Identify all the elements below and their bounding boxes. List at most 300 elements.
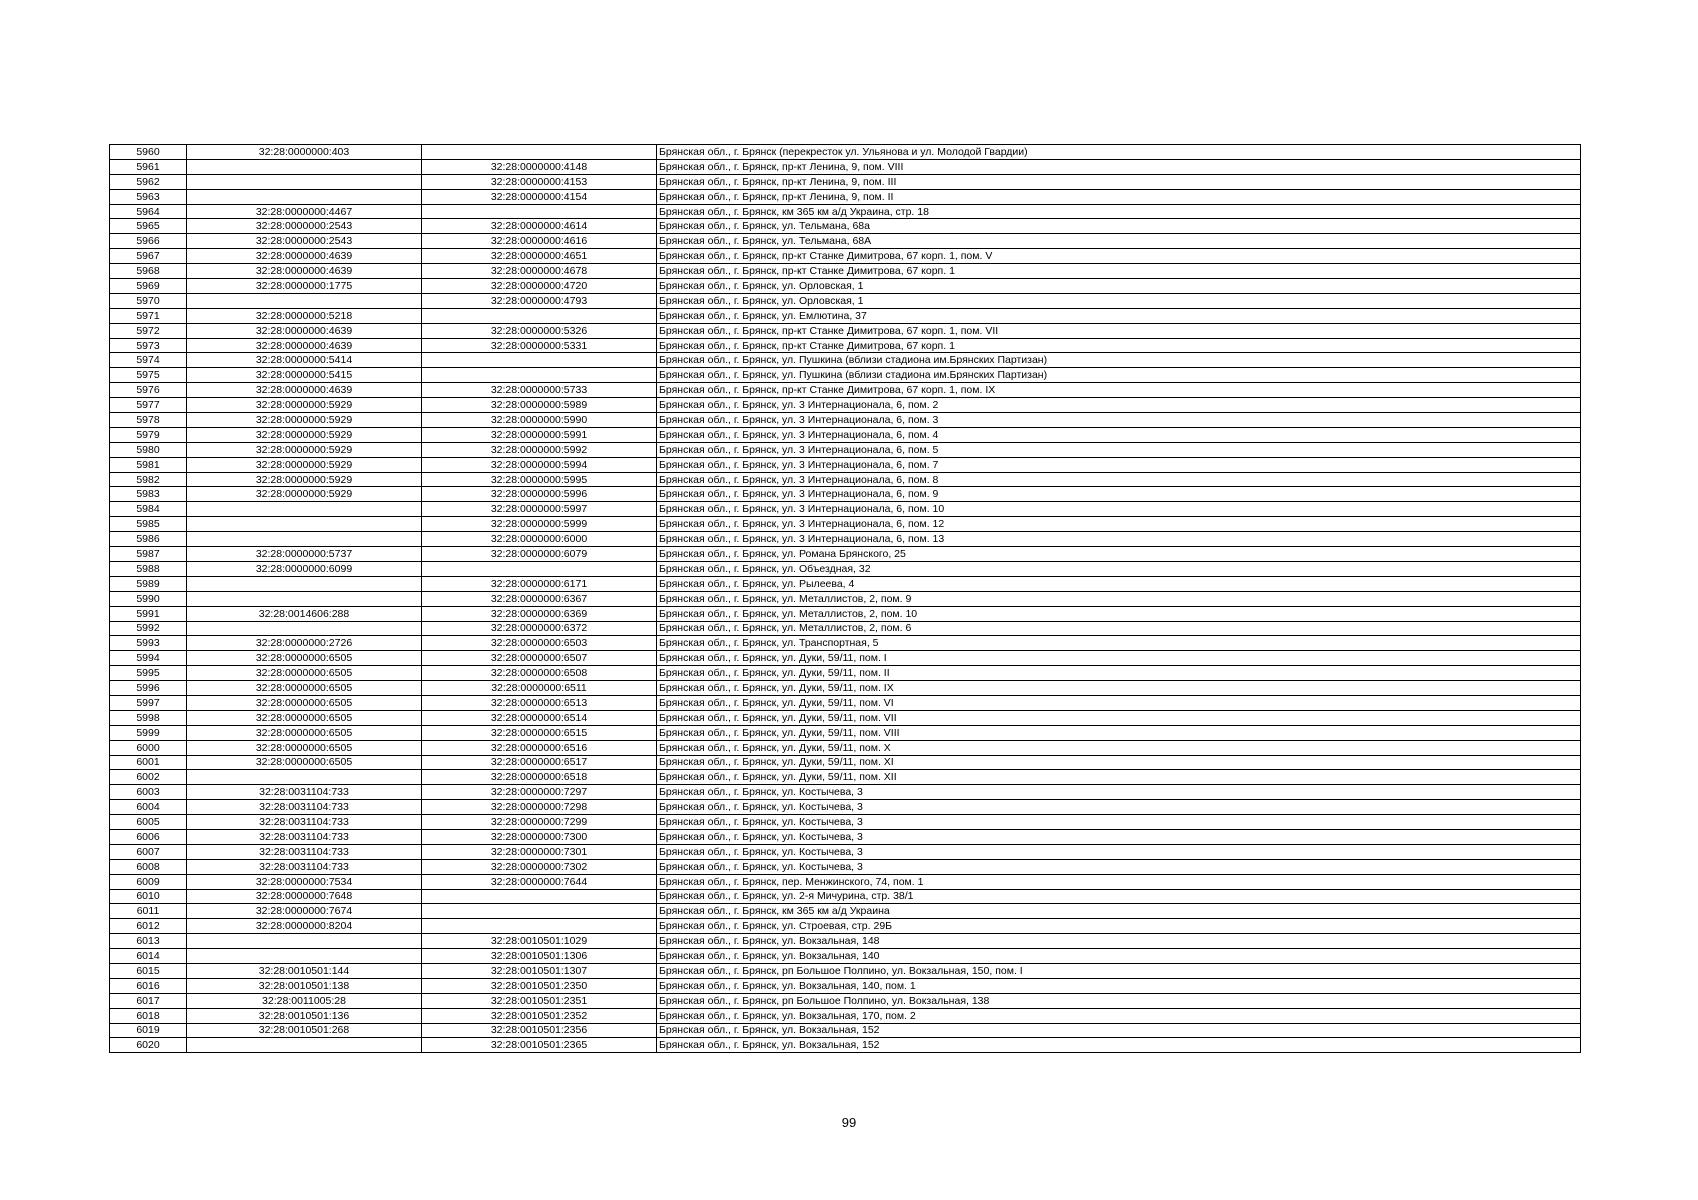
row-number-cell: 6003 xyxy=(110,785,187,800)
cadastral-number-cell: 32:28:0000000:4154 xyxy=(422,189,657,204)
cadastral-number-cell: 32:28:0000000:4720 xyxy=(422,279,657,294)
cadastral-number-cell xyxy=(422,204,657,219)
parent-cadastral-cell: 32:28:0010501:268 xyxy=(187,1023,422,1038)
row-number-cell: 5987 xyxy=(110,547,187,562)
address-cell: Брянская обл., г. Брянск, ул. Костычева, 3 xyxy=(657,785,1581,800)
address-cell: Брянская обл., г. Брянск, ул. Вокзальная, 140, пом. 1 xyxy=(657,978,1581,993)
cadastral-number-cell: 32:28:0000000:7301 xyxy=(422,844,657,859)
cadastral-number-cell: 32:28:0000000:5996 xyxy=(422,487,657,502)
cadastral-number-cell xyxy=(422,889,657,904)
cadastral-number-cell xyxy=(422,308,657,323)
address-cell: Брянская обл., г. Брянск, пр-кт Ленина, 9, пом. III xyxy=(657,174,1581,189)
row-number-cell: 5970 xyxy=(110,293,187,308)
cadastral-number-cell: 32:28:0000000:6518 xyxy=(422,770,657,785)
cadastral-number-cell xyxy=(422,353,657,368)
row-number-cell: 6011 xyxy=(110,904,187,919)
row-number-cell: 6004 xyxy=(110,800,187,815)
address-cell: Брянская обл., г. Брянск, ул. 3 Интернационала, 6, пом. 10 xyxy=(657,502,1581,517)
table-row xyxy=(110,532,1581,547)
address-cell: Брянская обл., г. Брянск, пр-кт Ленина, 9, пом. VIII xyxy=(657,159,1581,174)
parent-cadastral-cell xyxy=(187,621,422,636)
parent-cadastral-cell: 32:28:0000000:4639 xyxy=(187,323,422,338)
row-number-cell: 5981 xyxy=(110,457,187,472)
row-number-cell: 6017 xyxy=(110,993,187,1008)
address-cell: Брянская обл., г. Брянск, ул. 3 Интернационала, 6, пом. 4 xyxy=(657,427,1581,442)
parent-cadastral-cell: 32:28:0000000:6505 xyxy=(187,725,422,740)
address-cell: Брянская обл., г. Брянск, ул. Тельмана, 68А xyxy=(657,234,1581,249)
cadastral-number-cell: 32:28:0000000:7299 xyxy=(422,815,657,830)
table-row xyxy=(110,323,1581,338)
cadastral-number-cell: 32:28:0000000:6515 xyxy=(422,725,657,740)
table-row xyxy=(110,695,1581,710)
table-row xyxy=(110,993,1581,1008)
cadastral-number-cell: 32:28:0000000:6517 xyxy=(422,755,657,770)
row-number-cell: 5963 xyxy=(110,189,187,204)
parent-cadastral-cell: 32:28:0000000:5929 xyxy=(187,472,422,487)
address-cell: Брянская обл., г. Брянск, ул. Рылеева, 4 xyxy=(657,576,1581,591)
address-cell: Брянская обл., г. Брянск, пр-кт Станке Димитрова, 67 корп. 1, пом. V xyxy=(657,249,1581,264)
parent-cadastral-cell: 32:28:0000000:6505 xyxy=(187,740,422,755)
address-cell: Брянская обл., г. Брянск, ул. Дуки, 59/11, пом. IX xyxy=(657,681,1581,696)
row-number-cell: 5975 xyxy=(110,368,187,383)
table-row xyxy=(110,383,1581,398)
address-cell: Брянская обл., г. Брянск, ул. Вокзальная, 148 xyxy=(657,934,1581,949)
row-number-cell: 5995 xyxy=(110,666,187,681)
cadastral-number-cell: 32:28:0000000:6171 xyxy=(422,576,657,591)
address-cell: Брянская обл., г. Брянск, ул. 3 Интернационала, 6, пом. 3 xyxy=(657,413,1581,428)
parent-cadastral-cell: 32:28:0000000:2726 xyxy=(187,636,422,651)
table-row xyxy=(110,934,1581,949)
table-row xyxy=(110,844,1581,859)
address-cell: Брянская обл., г. Брянск, ул. Вокзальная, 152 xyxy=(657,1023,1581,1038)
table-row xyxy=(110,368,1581,383)
cadastral-number-cell xyxy=(422,561,657,576)
address-cell: Брянская обл., г. Брянск, ул. Вокзальная, 152 xyxy=(657,1038,1581,1053)
parent-cadastral-cell xyxy=(187,591,422,606)
table-row xyxy=(110,725,1581,740)
cadastral-number-cell: 32:28:0000000:6508 xyxy=(422,666,657,681)
row-number-cell: 5982 xyxy=(110,472,187,487)
parent-cadastral-cell xyxy=(187,949,422,964)
parent-cadastral-cell: 32:28:0010501:144 xyxy=(187,963,422,978)
row-number-cell: 5966 xyxy=(110,234,187,249)
table-row xyxy=(110,1008,1581,1023)
table-row xyxy=(110,547,1581,562)
cadastral-number-cell xyxy=(422,145,657,160)
row-number-cell: 5980 xyxy=(110,442,187,457)
row-number-cell: 5968 xyxy=(110,264,187,279)
registry-table xyxy=(109,144,1581,1053)
address-cell: Брянская обл., г. Брянск, км 365 км а/д Украина xyxy=(657,904,1581,919)
parent-cadastral-cell: 32:28:0000000:5414 xyxy=(187,353,422,368)
table-row xyxy=(110,710,1581,725)
table-row xyxy=(110,800,1581,815)
table-row xyxy=(110,413,1581,428)
parent-cadastral-cell: 32:28:0000000:5929 xyxy=(187,487,422,502)
row-number-cell: 6007 xyxy=(110,844,187,859)
table-row xyxy=(110,576,1581,591)
row-number-cell: 6000 xyxy=(110,740,187,755)
parent-cadastral-cell: 32:28:0031104:733 xyxy=(187,829,422,844)
address-cell: Брянская обл., г. Брянск, ул. Дуки, 59/11, пом. XI xyxy=(657,755,1581,770)
address-cell: Брянская обл., г. Брянск, ул. 3 Интернационала, 6, пом. 12 xyxy=(657,517,1581,532)
table-row xyxy=(110,308,1581,323)
cadastral-number-cell: 32:28:0000000:6514 xyxy=(422,710,657,725)
row-number-cell: 6019 xyxy=(110,1023,187,1038)
parent-cadastral-cell xyxy=(187,770,422,785)
parent-cadastral-cell: 32:28:0031104:733 xyxy=(187,815,422,830)
address-cell: Брянская обл., г. Брянск, ул. Костычева, 3 xyxy=(657,859,1581,874)
table-row xyxy=(110,621,1581,636)
parent-cadastral-cell: 32:28:0000000:403 xyxy=(187,145,422,160)
parent-cadastral-cell: 32:28:0000000:6505 xyxy=(187,651,422,666)
cadastral-number-cell: 32:28:0000000:5991 xyxy=(422,427,657,442)
cadastral-number-cell: 32:28:0000000:5326 xyxy=(422,323,657,338)
address-cell: Брянская обл., г. Брянск, ул. Тельмана, 68а xyxy=(657,219,1581,234)
row-number-cell: 5997 xyxy=(110,695,187,710)
table-row xyxy=(110,889,1581,904)
row-number-cell: 6020 xyxy=(110,1038,187,1053)
table-row xyxy=(110,815,1581,830)
parent-cadastral-cell: 32:28:0010501:136 xyxy=(187,1008,422,1023)
parent-cadastral-cell xyxy=(187,293,422,308)
address-cell: Брянская обл., г. Брянск, ул. Транспортная, 5 xyxy=(657,636,1581,651)
table-row xyxy=(110,636,1581,651)
parent-cadastral-cell: 32:28:0000000:5929 xyxy=(187,427,422,442)
cadastral-number-cell: 32:28:0000000:6079 xyxy=(422,547,657,562)
parent-cadastral-cell: 32:28:0000000:6505 xyxy=(187,755,422,770)
registry-table-body xyxy=(110,145,1581,1053)
row-number-cell: 5972 xyxy=(110,323,187,338)
address-cell: Брянская обл., г. Брянск, ул. Орловская, 1 xyxy=(657,293,1581,308)
address-cell: Брянская обл., г. Брянск, рп Большое Полпино, ул. Вокзальная, 150, пом. I xyxy=(657,963,1581,978)
parent-cadastral-cell: 32:28:0000000:4639 xyxy=(187,264,422,279)
parent-cadastral-cell xyxy=(187,1038,422,1053)
address-cell: Брянская обл., г. Брянск, км 365 км а/д Украина, стр. 18 xyxy=(657,204,1581,219)
table-row xyxy=(110,919,1581,934)
address-cell: Брянская обл., г. Брянск, ул. Дуки, 59/11, пом. XII xyxy=(657,770,1581,785)
row-number-cell: 5974 xyxy=(110,353,187,368)
cadastral-number-cell: 32:28:0010501:1029 xyxy=(422,934,657,949)
row-number-cell: 6016 xyxy=(110,978,187,993)
cadastral-number-cell: 32:28:0000000:4148 xyxy=(422,159,657,174)
table-row xyxy=(110,353,1581,368)
row-number-cell: 5984 xyxy=(110,502,187,517)
parent-cadastral-cell xyxy=(187,576,422,591)
row-number-cell: 6002 xyxy=(110,770,187,785)
address-cell: Брянская обл., г. Брянск, ул. Дуки, 59/11, пом. X xyxy=(657,740,1581,755)
address-cell: Брянская обл., г. Брянск, ул. Романа Брянского, 25 xyxy=(657,547,1581,562)
cadastral-number-cell: 32:28:0000000:6507 xyxy=(422,651,657,666)
address-cell: Брянская обл., г. Брянск, пр-кт Станке Димитрова, 67 корп. 1 xyxy=(657,264,1581,279)
parent-cadastral-cell: 32:28:0011005:28 xyxy=(187,993,422,1008)
row-number-cell: 5971 xyxy=(110,308,187,323)
address-cell: Брянская обл., г. Брянск, ул. Вокзальная, 170, пом. 2 xyxy=(657,1008,1581,1023)
table-row xyxy=(110,904,1581,919)
cadastral-number-cell: 32:28:0000000:7302 xyxy=(422,859,657,874)
cadastral-number-cell: 32:28:0000000:5990 xyxy=(422,413,657,428)
address-cell: Брянская обл., г. Брянск, пр-кт Станке Димитрова, 67 корп. 1, пом. VII xyxy=(657,323,1581,338)
parent-cadastral-cell: 32:28:0000000:5929 xyxy=(187,442,422,457)
address-cell: Брянская обл., г. Брянск, рп Большое Полпино, ул. Вокзальная, 138 xyxy=(657,993,1581,1008)
table-row xyxy=(110,174,1581,189)
table-row xyxy=(110,591,1581,606)
table-row xyxy=(110,234,1581,249)
cadastral-number-cell: 32:28:0000000:4616 xyxy=(422,234,657,249)
row-number-cell: 6015 xyxy=(110,963,187,978)
parent-cadastral-cell xyxy=(187,189,422,204)
cadastral-number-cell: 32:28:0000000:7300 xyxy=(422,829,657,844)
cadastral-number-cell: 32:28:0010501:2356 xyxy=(422,1023,657,1038)
address-cell: Брянская обл., г. Брянск, пр-кт Станке Димитрова, 67 корп. 1, пом. IX xyxy=(657,383,1581,398)
table-row xyxy=(110,859,1581,874)
cadastral-number-cell: 32:28:0000000:7298 xyxy=(422,800,657,815)
parent-cadastral-cell: 32:28:0000000:7648 xyxy=(187,889,422,904)
cadastral-number-cell: 32:28:0000000:5999 xyxy=(422,517,657,532)
table-row xyxy=(110,204,1581,219)
table-row xyxy=(110,442,1581,457)
table-row xyxy=(110,740,1581,755)
parent-cadastral-cell: 32:28:0000000:1775 xyxy=(187,279,422,294)
page-number: 99 xyxy=(841,1115,857,1130)
row-number-cell: 5999 xyxy=(110,725,187,740)
address-cell: Брянская обл., г. Брянск, ул. 3 Интернационала, 6, пом. 13 xyxy=(657,532,1581,547)
table-row xyxy=(110,427,1581,442)
parent-cadastral-cell: 32:28:0000000:4639 xyxy=(187,249,422,264)
address-cell: Брянская обл., г. Брянск, ул. 3 Интернационала, 6, пом. 2 xyxy=(657,398,1581,413)
row-number-cell: 6005 xyxy=(110,815,187,830)
table-row xyxy=(110,785,1581,800)
row-number-cell: 5983 xyxy=(110,487,187,502)
cadastral-number-cell: 32:28:0010501:2352 xyxy=(422,1008,657,1023)
address-cell: Брянская обл., г. Брянск, ул. Дуки, 59/11, пом. VIII xyxy=(657,725,1581,740)
table-row xyxy=(110,145,1581,160)
parent-cadastral-cell: 32:28:0000000:6505 xyxy=(187,681,422,696)
cadastral-number-cell: 32:28:0000000:6503 xyxy=(422,636,657,651)
parent-cadastral-cell: 32:28:0000000:6505 xyxy=(187,695,422,710)
address-cell: Брянская обл., г. Брянск, ул. Вокзальная, 140 xyxy=(657,949,1581,964)
cadastral-number-cell: 32:28:0000000:5997 xyxy=(422,502,657,517)
table-row xyxy=(110,978,1581,993)
address-cell: Брянская обл., г. Брянск, ул. Строевая, стр. 29Б xyxy=(657,919,1581,934)
row-number-cell: 5986 xyxy=(110,532,187,547)
parent-cadastral-cell: 32:28:0031104:733 xyxy=(187,844,422,859)
row-number-cell: 6006 xyxy=(110,829,187,844)
table-row xyxy=(110,651,1581,666)
cadastral-number-cell: 32:28:0000000:6516 xyxy=(422,740,657,755)
row-number-cell: 5998 xyxy=(110,710,187,725)
address-cell: Брянская обл., г. Брянск, ул. Объездная, 32 xyxy=(657,561,1581,576)
table-row xyxy=(110,279,1581,294)
cadastral-number-cell: 32:28:0000000:4651 xyxy=(422,249,657,264)
row-number-cell: 5979 xyxy=(110,427,187,442)
row-number-cell: 6008 xyxy=(110,859,187,874)
row-number-cell: 6014 xyxy=(110,949,187,964)
table-row xyxy=(110,829,1581,844)
table-row xyxy=(110,159,1581,174)
address-cell: Брянская обл., г. Брянск, ул. Металлистов, 2, пом. 6 xyxy=(657,621,1581,636)
table-row xyxy=(110,770,1581,785)
row-number-cell: 5964 xyxy=(110,204,187,219)
parent-cadastral-cell: 32:28:0000000:6099 xyxy=(187,561,422,576)
table-row xyxy=(110,189,1581,204)
parent-cadastral-cell: 32:28:0000000:5929 xyxy=(187,457,422,472)
table-row xyxy=(110,249,1581,264)
row-number-cell: 6001 xyxy=(110,755,187,770)
row-number-cell: 5991 xyxy=(110,606,187,621)
table-row xyxy=(110,561,1581,576)
table-row xyxy=(110,502,1581,517)
parent-cadastral-cell: 32:28:0000000:5929 xyxy=(187,413,422,428)
row-number-cell: 5977 xyxy=(110,398,187,413)
cadastral-number-cell: 32:28:0010501:2365 xyxy=(422,1038,657,1053)
cadastral-number-cell: 32:28:0000000:6000 xyxy=(422,532,657,547)
cadastral-number-cell: 32:28:0000000:6369 xyxy=(422,606,657,621)
cadastral-number-cell: 32:28:0000000:4614 xyxy=(422,219,657,234)
cadastral-number-cell: 32:28:0000000:5995 xyxy=(422,472,657,487)
cadastral-number-cell xyxy=(422,904,657,919)
table-row xyxy=(110,1023,1581,1038)
row-number-cell: 5976 xyxy=(110,383,187,398)
cadastral-number-cell: 32:28:0010501:2351 xyxy=(422,993,657,1008)
row-number-cell: 5978 xyxy=(110,413,187,428)
row-number-cell: 6012 xyxy=(110,919,187,934)
cadastral-number-cell xyxy=(422,368,657,383)
row-number-cell: 5965 xyxy=(110,219,187,234)
row-number-cell: 5988 xyxy=(110,561,187,576)
address-cell: Брянская обл., г. Брянск, ул. Пушкина (вблизи стадиона им.Брянских Партизан) xyxy=(657,368,1581,383)
address-cell: Брянская обл., г. Брянск, ул. Костычева, 3 xyxy=(657,829,1581,844)
cadastral-number-cell: 32:28:0000000:6511 xyxy=(422,681,657,696)
table-row xyxy=(110,293,1581,308)
parent-cadastral-cell xyxy=(187,502,422,517)
cadastral-number-cell: 32:28:0000000:5733 xyxy=(422,383,657,398)
table-row xyxy=(110,338,1581,353)
row-number-cell: 5973 xyxy=(110,338,187,353)
row-number-cell: 6010 xyxy=(110,889,187,904)
address-cell: Брянская обл., г. Брянск, пр-кт Ленина, 9, пом. II xyxy=(657,189,1581,204)
cadastral-number-cell: 32:28:0000000:5992 xyxy=(422,442,657,457)
address-cell: Брянская обл., г. Брянск, ул. Дуки, 59/11, пом. I xyxy=(657,651,1581,666)
row-number-cell: 5992 xyxy=(110,621,187,636)
cadastral-number-cell: 32:28:0000000:7297 xyxy=(422,785,657,800)
cadastral-number-cell: 32:28:0000000:6372 xyxy=(422,621,657,636)
table-row xyxy=(110,487,1581,502)
parent-cadastral-cell: 32:28:0031104:733 xyxy=(187,800,422,815)
row-number-cell: 6018 xyxy=(110,1008,187,1023)
address-cell: Брянская обл., г. Брянск, ул. 3 Интернационала, 6, пом. 8 xyxy=(657,472,1581,487)
parent-cadastral-cell: 32:28:0000000:4639 xyxy=(187,383,422,398)
row-number-cell: 5960 xyxy=(110,145,187,160)
parent-cadastral-cell: 32:28:0000000:5737 xyxy=(187,547,422,562)
parent-cadastral-cell: 32:28:0000000:2543 xyxy=(187,234,422,249)
parent-cadastral-cell xyxy=(187,174,422,189)
address-cell: Брянская обл., г. Брянск, ул. Дуки, 59/11, пом. VI xyxy=(657,695,1581,710)
address-cell: Брянская обл., г. Брянск, ул. 3 Интернационала, 6, пом. 9 xyxy=(657,487,1581,502)
row-number-cell: 5969 xyxy=(110,279,187,294)
cadastral-number-cell: 32:28:0000000:4793 xyxy=(422,293,657,308)
cadastral-number-cell: 32:28:0000000:5989 xyxy=(422,398,657,413)
row-number-cell: 5990 xyxy=(110,591,187,606)
parent-cadastral-cell: 32:28:0014606:288 xyxy=(187,606,422,621)
parent-cadastral-cell: 32:28:0000000:8204 xyxy=(187,919,422,934)
cadastral-number-cell: 32:28:0000000:4153 xyxy=(422,174,657,189)
address-cell: Брянская обл., г. Брянск, пер. Менжинского, 74, пом. 1 xyxy=(657,874,1581,889)
address-cell: Брянская обл., г. Брянск, ул. Металлистов, 2, пом. 10 xyxy=(657,606,1581,621)
row-number-cell: 5967 xyxy=(110,249,187,264)
cadastral-number-cell: 32:28:0000000:6513 xyxy=(422,695,657,710)
cadastral-number-cell: 32:28:0010501:1306 xyxy=(422,949,657,964)
cadastral-number-cell xyxy=(422,919,657,934)
cadastral-number-cell: 32:28:0000000:6367 xyxy=(422,591,657,606)
cadastral-number-cell: 32:28:0000000:5994 xyxy=(422,457,657,472)
address-cell: Брянская обл., г. Брянск, ул. Орловская, 1 xyxy=(657,279,1581,294)
parent-cadastral-cell: 32:28:0000000:4467 xyxy=(187,204,422,219)
table-row xyxy=(110,755,1581,770)
address-cell: Брянская обл., г. Брянск, ул. Емлютина, 37 xyxy=(657,308,1581,323)
cadastral-number-cell: 32:28:0000000:5331 xyxy=(422,338,657,353)
row-number-cell: 5962 xyxy=(110,174,187,189)
parent-cadastral-cell xyxy=(187,517,422,532)
row-number-cell: 6009 xyxy=(110,874,187,889)
parent-cadastral-cell: 32:28:0000000:5929 xyxy=(187,398,422,413)
address-cell: Брянская обл., г. Брянск, ул. Металлистов, 2, пом. 9 xyxy=(657,591,1581,606)
row-number-cell: 5989 xyxy=(110,576,187,591)
cadastral-number-cell: 32:28:0000000:7644 xyxy=(422,874,657,889)
address-cell: Брянская обл., г. Брянск, ул. 3 Интернационала, 6, пом. 7 xyxy=(657,457,1581,472)
address-cell: Брянская обл., г. Брянск, ул. 2-я Мичурина, стр. 38/1 xyxy=(657,889,1581,904)
table-row xyxy=(110,949,1581,964)
address-cell: Брянская обл., г. Брянск (перекресток ул. Ульянова и ул. Молодой Гвардии) xyxy=(657,145,1581,160)
cadastral-number-cell: 32:28:0010501:2350 xyxy=(422,978,657,993)
parent-cadastral-cell xyxy=(187,159,422,174)
table-row xyxy=(110,963,1581,978)
address-cell: Брянская обл., г. Брянск, ул. Пушкина (вблизи стадиона им.Брянских Партизан) xyxy=(657,353,1581,368)
row-number-cell: 5996 xyxy=(110,681,187,696)
parent-cadastral-cell: 32:28:0000000:7534 xyxy=(187,874,422,889)
table-row xyxy=(110,398,1581,413)
table-row xyxy=(110,666,1581,681)
row-number-cell: 5993 xyxy=(110,636,187,651)
address-cell: Брянская обл., г. Брянск, пр-кт Станке Димитрова, 67 корп. 1 xyxy=(657,338,1581,353)
parent-cadastral-cell: 32:28:0000000:5415 xyxy=(187,368,422,383)
table-row xyxy=(110,681,1581,696)
parent-cadastral-cell: 32:28:0000000:2543 xyxy=(187,219,422,234)
address-cell: Брянская обл., г. Брянск, ул. Костычева, 3 xyxy=(657,800,1581,815)
cadastral-number-cell: 32:28:0010501:1307 xyxy=(422,963,657,978)
row-number-cell: 6013 xyxy=(110,934,187,949)
table-row xyxy=(110,264,1581,279)
parent-cadastral-cell: 32:28:0000000:5218 xyxy=(187,308,422,323)
address-cell: Брянская обл., г. Брянск, ул. Дуки, 59/11, пом. II xyxy=(657,666,1581,681)
address-cell: Брянская обл., г. Брянск, ул. Костычева, 3 xyxy=(657,815,1581,830)
cadastral-number-cell: 32:28:0000000:4678 xyxy=(422,264,657,279)
parent-cadastral-cell: 32:28:0031104:733 xyxy=(187,785,422,800)
address-cell: Брянская обл., г. Брянск, ул. Костычева, 3 xyxy=(657,844,1581,859)
address-cell: Брянская обл., г. Брянск, ул. Дуки, 59/11, пом. VII xyxy=(657,710,1581,725)
table-row xyxy=(110,1038,1581,1053)
parent-cadastral-cell: 32:28:0010501:138 xyxy=(187,978,422,993)
table-row xyxy=(110,874,1581,889)
parent-cadastral-cell: 32:28:0000000:7674 xyxy=(187,904,422,919)
row-number-cell: 5985 xyxy=(110,517,187,532)
parent-cadastral-cell xyxy=(187,532,422,547)
table-row xyxy=(110,219,1581,234)
parent-cadastral-cell: 32:28:0000000:4639 xyxy=(187,338,422,353)
parent-cadastral-cell: 32:28:0000000:6505 xyxy=(187,666,422,681)
parent-cadastral-cell xyxy=(187,934,422,949)
table-row xyxy=(110,517,1581,532)
